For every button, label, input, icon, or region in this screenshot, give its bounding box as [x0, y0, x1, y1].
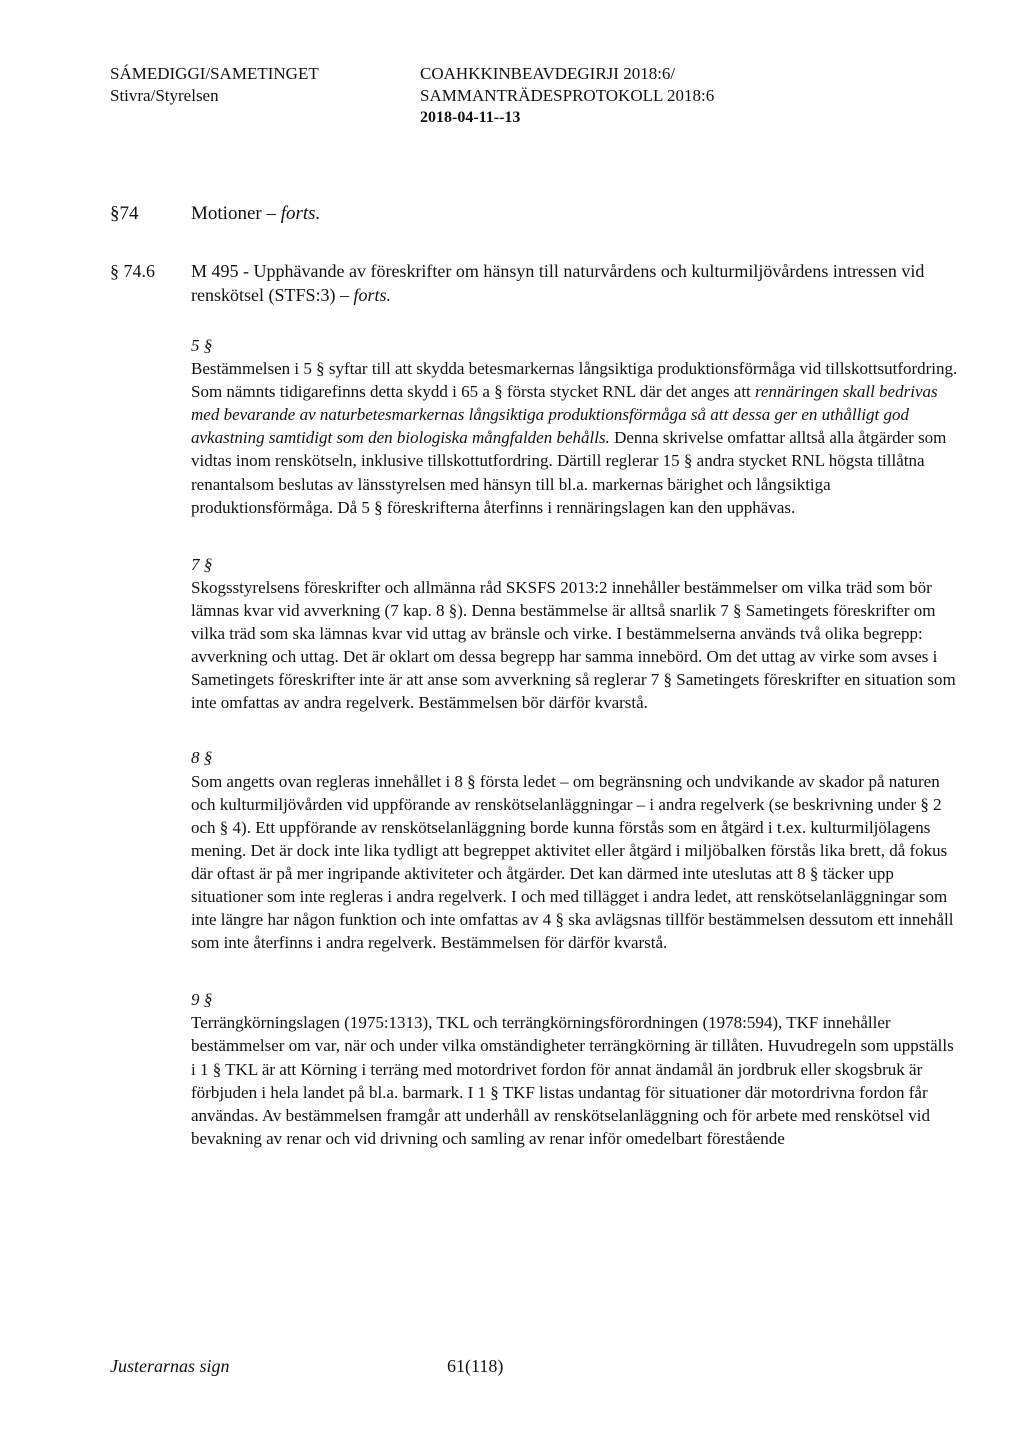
paragraph-text: Terrängkörningslagen (1975:1313), TKL och terrängkörningsförordningen (1978:594), TKF innehåller bestämmelser om var, när och under vilka omständigheter terrängkörning är tillåten. Huvudregeln som uppställs i 1 § TKL är att Körning i terräng med motordrivet fordon för annat ändamål än jordbruk eller skogsbruk är förbjuden i hela landet på bl.a. barmark. I 1 § TKF listas undantag för situationer där motordrivna fordon får användas. Av bestämmelsen framgår att underhåll av renskötselanläggning och för arbete med renskötsel vid bevakning av renar och vid drivning och samling av renar inför omedelbart förestående: [191, 1013, 954, 1148]
subsection-title-cont: forts.: [353, 285, 392, 305]
subsection-title-wrap: [191, 259, 966, 307]
protocol-date: 2018-04-11--13: [420, 109, 521, 126]
paragraph-ref: 7 §: [191, 554, 213, 574]
paragraph-ref: 8 §: [191, 748, 213, 768]
header-right: [420, 63, 840, 129]
org-name: SÁMEDIGGI/SAMETINGET: [110, 64, 319, 83]
section-title-cont: forts.: [280, 203, 321, 224]
protocol-sami: COAHKKINBEAVDEGIRJI 2018:6/: [420, 64, 676, 83]
paragraph-text: [191, 357, 961, 519]
paragraph-7: [191, 553, 961, 715]
paragraph-text: Som angetts ovan regleras innehållet i 8 § första ledet – om begränsning och undvikande av skador på naturen och kulturmiljövården vid uppförande av renskötselanläggningar – i andra regelverk (se beskrivning under § 2 och § 4). Ett uppförande av renskötselanläggning borde kunna förstås som en åtgärd i t.ex. kulturmiljölagens mening. Det är dock inte lika tydligt att begreppet aktivitet eller åtgärd i miljöbalken förstås lika brett, då fokus där oftast är på mer ingripande aktiviteter och åtgärder. Det kan därmed inte uteslutas att 8 § täcker upp situationer som inte regleras i andra regelverk. I och med tillägget i andra ledet, att renskötselanläggningar som inte längre har någon funktion och inte omfattas av 4 § ska avlägsnas tillför bestämmelsen dessutom ett innehåll som inte återfinns i andra regelverk. Bestämmelsen för därför kvarstå.: [191, 771, 954, 953]
document-body: [191, 334, 961, 1150]
paragraph-text: Skogsstyrelsens föreskrifter och allmänna råd SKSFS 2013:2 innehåller bestämmelser om vilka träd som bör lämnas kvar vid avverkning (7 kap. 8 §). Denna bestämmelse är alltså snarlik 7 § Sametingets föreskrifter om vilka träd som ska lämnas kvar vid uttag av bränsle och virke. I bestämmelserna används två olika begrepp: avverkning och uttag. Det är oklart om dessa begrepp har samma innebörd. Om det uttag av virke som avses i Sametingets föreskrifter inte är att anse som avverkning så reglerar 7 § Sametingets föreskrifter en situation som inte omfattas av andra regelverk. Bestämmelsen bör därför kvarstå.: [191, 577, 956, 713]
page-number: 61(118): [447, 1356, 504, 1376]
section-title: Motioner –: [191, 203, 276, 224]
section-heading: [110, 203, 320, 225]
paragraph-quote: rennäringen skall bedrivas med bevarande av naturbetesmarkernas långsiktiga produktionsförmåga så att dessa ger en uthålligt god avkastning samtidigt som den biologiska mångfalden behålls.: [191, 382, 938, 448]
section-number: §74: [110, 203, 139, 224]
board-name: Stivra/Styrelsen: [110, 86, 219, 105]
paragraph-5: [191, 334, 961, 519]
paragraph-9: [191, 988, 961, 1150]
paragraph-text-after: Denna skrivelse omfattar alltså alla åtgärder som vidtas inom renskötseln, inklusive tillskottutfordring. Därtill reglerar 15 § andra stycket RNL högsta tillåtna renantalsom beslutas av länsstyrelsen med hänsyn till bl.a. markernas bärighet och långsiktiga produktionsförmåga. Då 5 § föreskrifterna återfinns i rennäringslagen kan den upphävas.: [191, 428, 947, 517]
paragraph-ref: 5 §: [191, 336, 213, 355]
subsection-title: M 495 - Upphävande av föreskrifter om hänsyn till naturvårdens och kulturmiljövårdens intressen vid renskötsel (STFS:3) –: [191, 261, 925, 305]
protocol-swedish: SAMMANTRÄDESPROTOKOLL 2018:6: [420, 86, 715, 105]
paragraph-8: [191, 746, 961, 954]
signature-label: Justerarnas sign: [110, 1356, 230, 1376]
paragraph-text-before: Bestämmelsen i 5 § syftar till att skydda betesmarkernas långsiktiga produktionsförmåga vid tillskottsutfordring. Som nämnts tidigarefinns detta skydd i 65 a § första stycket RNL där det anges att: [191, 359, 958, 402]
header-left: [110, 63, 410, 107]
paragraph-ref: 9 §: [191, 990, 213, 1010]
subsection-number: § 74.6: [110, 261, 155, 281]
